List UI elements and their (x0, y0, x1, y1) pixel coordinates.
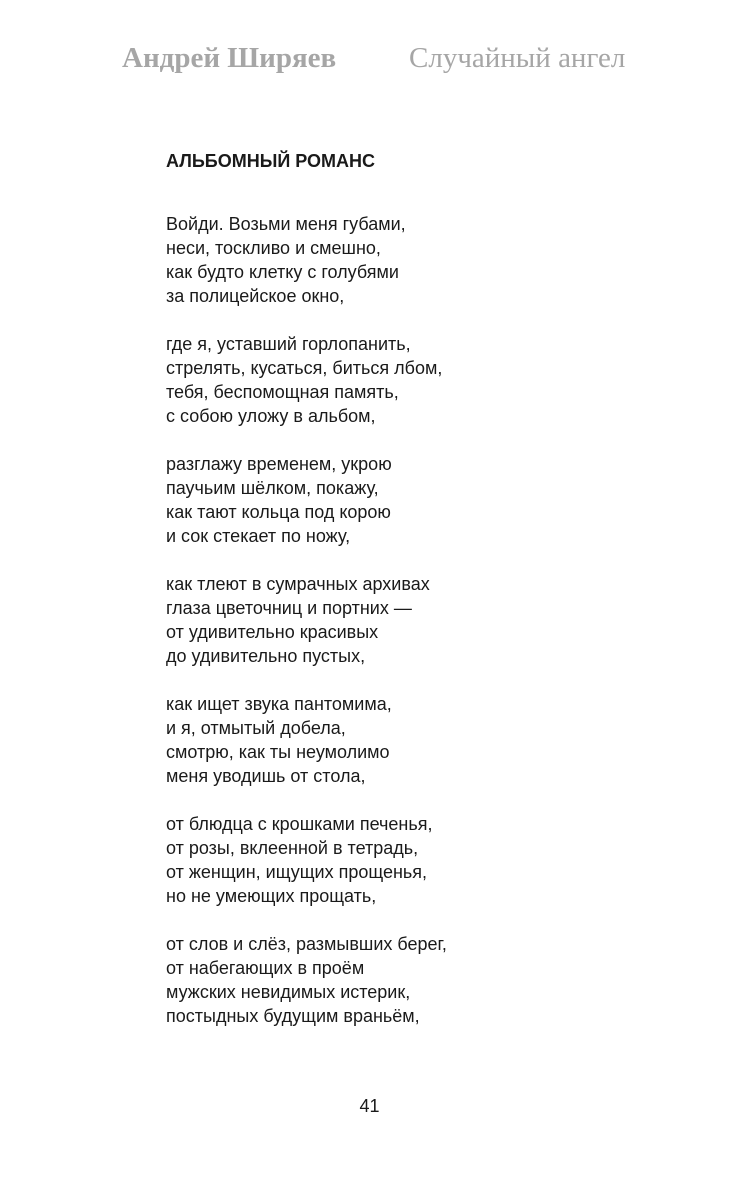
poem-line: где я, уставший горлопанить, (166, 334, 411, 354)
poem-line: от набегающих в проём (166, 958, 365, 978)
poem-line: глаза цветочниц и портних — (166, 598, 412, 618)
stanza (166, 932, 586, 1028)
poem-line: Войди. Возьми меня губами, (166, 214, 406, 234)
poem (166, 148, 586, 1052)
poem-line: смотрю, как ты неумолимо (166, 742, 390, 762)
poem-line: от удивительно красивых (166, 622, 379, 642)
poem-line: как тлеют в сумрачных архивах (166, 574, 430, 594)
header-author: Андрей Ширяев (122, 42, 337, 74)
poem-line: постыдных будущим враньём, (166, 1006, 420, 1026)
poem-line: как тают кольца под корою (166, 502, 391, 522)
page-number: 41 (359, 1096, 380, 1116)
stanza (166, 572, 586, 668)
poem-line: от блюдца с крошками печенья, (166, 814, 433, 834)
poem-title: АЛЬБОМНЫЙ РОМАНС (166, 151, 376, 171)
poem-line: меня уводишь от стола, (166, 766, 366, 786)
poem-line: и сок стекает по ножу, (166, 526, 351, 546)
poem-line: паучьим шёлком, покажу, (166, 478, 379, 498)
poem-line: от слов и слёз, размывших берег, (166, 934, 447, 954)
poem-line: от розы, вклеенной в тетрадь, (166, 838, 419, 858)
stanza (166, 332, 586, 428)
poem-line: от женщин, ищущих прощенья, (166, 862, 428, 882)
stanza (166, 452, 586, 548)
poem-line: но не умеющих прощать, (166, 886, 377, 906)
poem-line: стрелять, кусаться, биться лбом, (166, 358, 443, 378)
poem-line: тебя, беспомощная память, (166, 382, 399, 402)
stanza (166, 812, 586, 908)
poem-line: до удивительно пустых, (166, 646, 366, 666)
stanza (166, 692, 586, 788)
poem-line: разглажу временем, укрою (166, 454, 392, 474)
poem-line: как будто клетку с голубями (166, 262, 399, 282)
poem-line: мужских невидимых истерик, (166, 982, 411, 1002)
poem-line: неси, тоскливо и смешно, (166, 238, 381, 258)
header-book-title: Случайный ангел (409, 42, 626, 74)
poem-line: за полицейское окно, (166, 286, 345, 306)
stanza (166, 212, 586, 308)
running-header (0, 38, 739, 78)
poem-line: и я, отмытый добела, (166, 718, 346, 738)
poem-line: как ищет звука пантомима, (166, 694, 392, 714)
poem-line: с собою уложу в альбом, (166, 406, 376, 426)
